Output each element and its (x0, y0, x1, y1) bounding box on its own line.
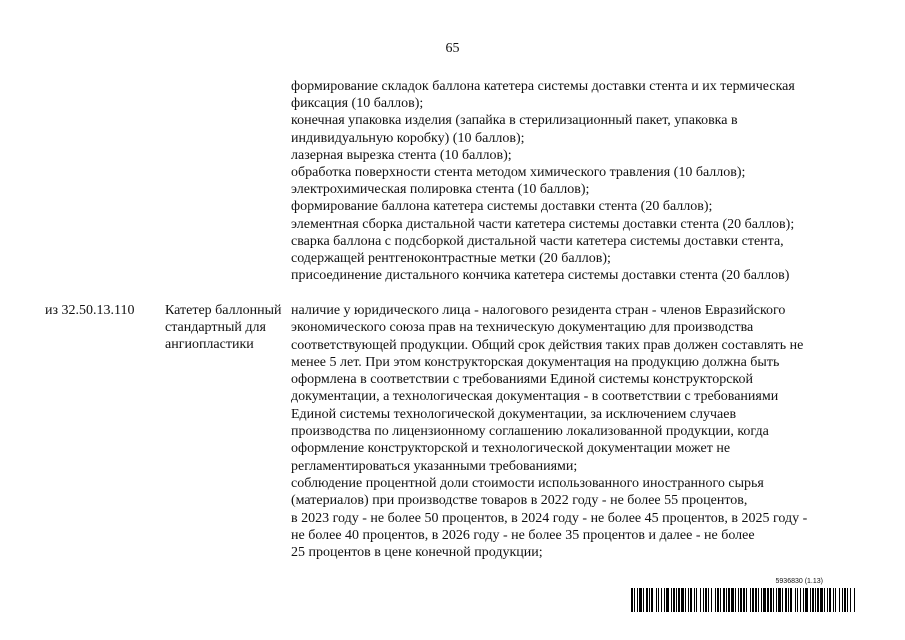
text-line: не более 40 процентов, в 2026 году - не более 35 процентов и далее - не более (291, 527, 755, 543)
text-line: (материалов) при производстве товаров в 2022 году - не более 55 процентов, (291, 493, 748, 509)
text-line: соблюдение процентной доли стоимости использованного иностранного сырья (291, 475, 764, 491)
text-line: Единой системы технологической документации, за исключением случаев (291, 406, 737, 422)
text-line: сварка баллона с подсборкой дистальной части катетера системы доставки стента, (291, 233, 784, 249)
text-line: менее 5 лет. При этом конструкторская документация на продукцию должна быть (291, 354, 780, 370)
text-line: документации, а технологическая документация - в соответствии с требованиями (291, 389, 779, 405)
text-line: экономического союза прав на техническую документацию для производства (291, 320, 754, 336)
text-line: наличие у юридического лица - налогового резидента стран - членов Евразийского (291, 303, 786, 318)
text-line: лазерная вырезка стента (10 баллов); (291, 147, 512, 163)
barcode-label: 5936830 (1.13) (775, 578, 823, 585)
text-line: оформление конструкторской и технологической документации может не (291, 441, 731, 457)
document-barcode (631, 578, 856, 614)
text-line: формирование складок баллона катетера системы доставки стента и их термическая (291, 79, 795, 94)
text-line: присоединение дистального кончика катетера системы доставки стента (20 баллов) (291, 268, 790, 284)
text-line: индивидуальную коробку) (10 баллов); (291, 130, 525, 146)
text-line: в 2023 году - не более 50 процентов, в 2024 году - не более 45 процентов, в 2025 году - (291, 510, 808, 526)
continuation-text (291, 78, 851, 284)
text-line: конечная упаковка изделия (запайка в стерилизационный пакет, упаковка в (291, 113, 738, 129)
text-line: обработка поверхности стента методом химического травления (10 баллов); (291, 165, 746, 181)
text-line: содержащей рентгеноконтрастные метки (20 баллов); (291, 251, 611, 267)
text-line: регламентироваться указанными требованиями; (291, 458, 578, 474)
barcode-icon (631, 588, 856, 612)
requirements-text (291, 302, 856, 561)
text-line: производства по лицензионному соглашению локализованной продукции, когда (291, 424, 769, 440)
text-line: фиксация (10 баллов); (291, 96, 424, 112)
text-line: соответствующей продукции. Общий срок действия таких прав должен составлять не (291, 337, 804, 353)
page-number: 65 (445, 41, 460, 56)
product-name (165, 302, 285, 354)
text-line: элементная сборка дистальной части катетера системы доставки стента (20 баллов); (291, 216, 795, 232)
text-line: 25 процентов в цене конечной продукции; (291, 545, 543, 561)
product-name-line: Катетер баллонный (165, 303, 282, 318)
product-name-line: ангиопластики (165, 337, 254, 353)
okpd-code: из 32.50.13.110 (45, 303, 135, 318)
text-line: формирование баллона катетера системы доставки стента (20 баллов); (291, 199, 713, 215)
text-line: электрохимическая полировка стента (10 баллов); (291, 182, 590, 198)
text-line: оформлена в соответствии с требованиями Единой системы конструкторской (291, 372, 754, 388)
product-name-line: стандартный для (165, 320, 266, 336)
